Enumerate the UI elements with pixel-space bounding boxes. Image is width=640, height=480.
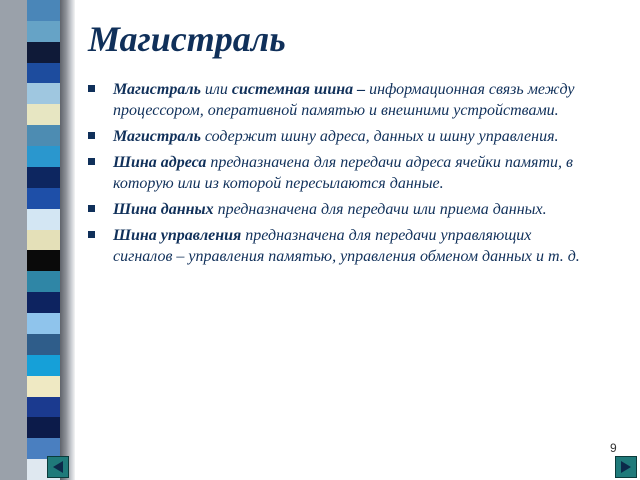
bullet-marker-icon — [88, 132, 95, 139]
bullet-text: предназначена для передачи или приема данных. — [213, 201, 547, 218]
stripe-segment — [27, 21, 60, 42]
stripe-segment — [27, 250, 60, 271]
stripe-segment — [27, 0, 60, 21]
stripe-segment — [27, 104, 60, 125]
triangle-right-icon — [619, 460, 633, 474]
slide-title: Магистраль — [88, 19, 286, 59]
bullet-term: Шина адреса — [113, 154, 207, 171]
stripe-segment — [27, 334, 60, 355]
bullet-marker-icon — [88, 231, 95, 238]
stripe-segment — [27, 376, 60, 397]
bullet-term: Магистраль — [113, 128, 201, 145]
bullet-text: предназначена для передачи адреса ячейки памяти, в которую или из которой пересылаются данные. — [113, 154, 573, 192]
bullet-text: информационная связь между процессором, оперативной памятью и внешними устройствами. — [113, 81, 575, 119]
stripe-segment — [27, 313, 60, 334]
bullet-item — [88, 152, 588, 194]
stripe-segment — [27, 397, 60, 418]
bullet-marker-icon — [88, 85, 95, 92]
prev-slide-button[interactable] — [47, 456, 69, 478]
bullet-item — [88, 126, 588, 147]
stripe-column — [27, 0, 60, 480]
stripe-segment — [27, 271, 60, 292]
bullet-text: содержит шину адреса, данных и шину управления. — [200, 128, 559, 145]
bullet-item — [88, 225, 588, 267]
bullet-term: Шина управления — [113, 227, 242, 244]
stripe-segment — [27, 209, 60, 230]
stripe-segment — [27, 63, 60, 84]
stripe-segment — [27, 146, 60, 167]
page-number: 9 — [610, 441, 617, 455]
bullet-item — [88, 79, 588, 121]
bullet-term: Шина данных — [113, 201, 214, 218]
stripe-segment — [27, 83, 60, 104]
bullet-item — [88, 199, 588, 220]
decorative-stripe-border — [0, 0, 75, 480]
stripe-segment — [27, 417, 60, 438]
stripe-segment — [27, 230, 60, 251]
stripe-segment — [27, 188, 60, 209]
stripe-segment — [27, 125, 60, 146]
next-slide-button[interactable] — [615, 456, 637, 478]
bullet-text: или — [200, 81, 232, 98]
stripe-left-band — [0, 0, 27, 480]
bullet-text: предназначена для передачи управляющих сигналов – управления памятью, управления обменом данных и т. д. — [113, 227, 580, 265]
stripe-segment — [27, 42, 60, 63]
triangle-left-icon — [51, 460, 65, 474]
bullet-marker-icon — [88, 158, 95, 165]
bullet-marker-icon — [88, 205, 95, 212]
stripe-right-band — [60, 0, 75, 480]
stripe-segment — [27, 292, 60, 313]
bullet-term: системная шина – — [231, 81, 366, 98]
bullet-list — [88, 79, 588, 272]
stripe-segment — [27, 355, 60, 376]
stripe-segment — [27, 167, 60, 188]
bullet-term: Магистраль — [113, 81, 201, 98]
